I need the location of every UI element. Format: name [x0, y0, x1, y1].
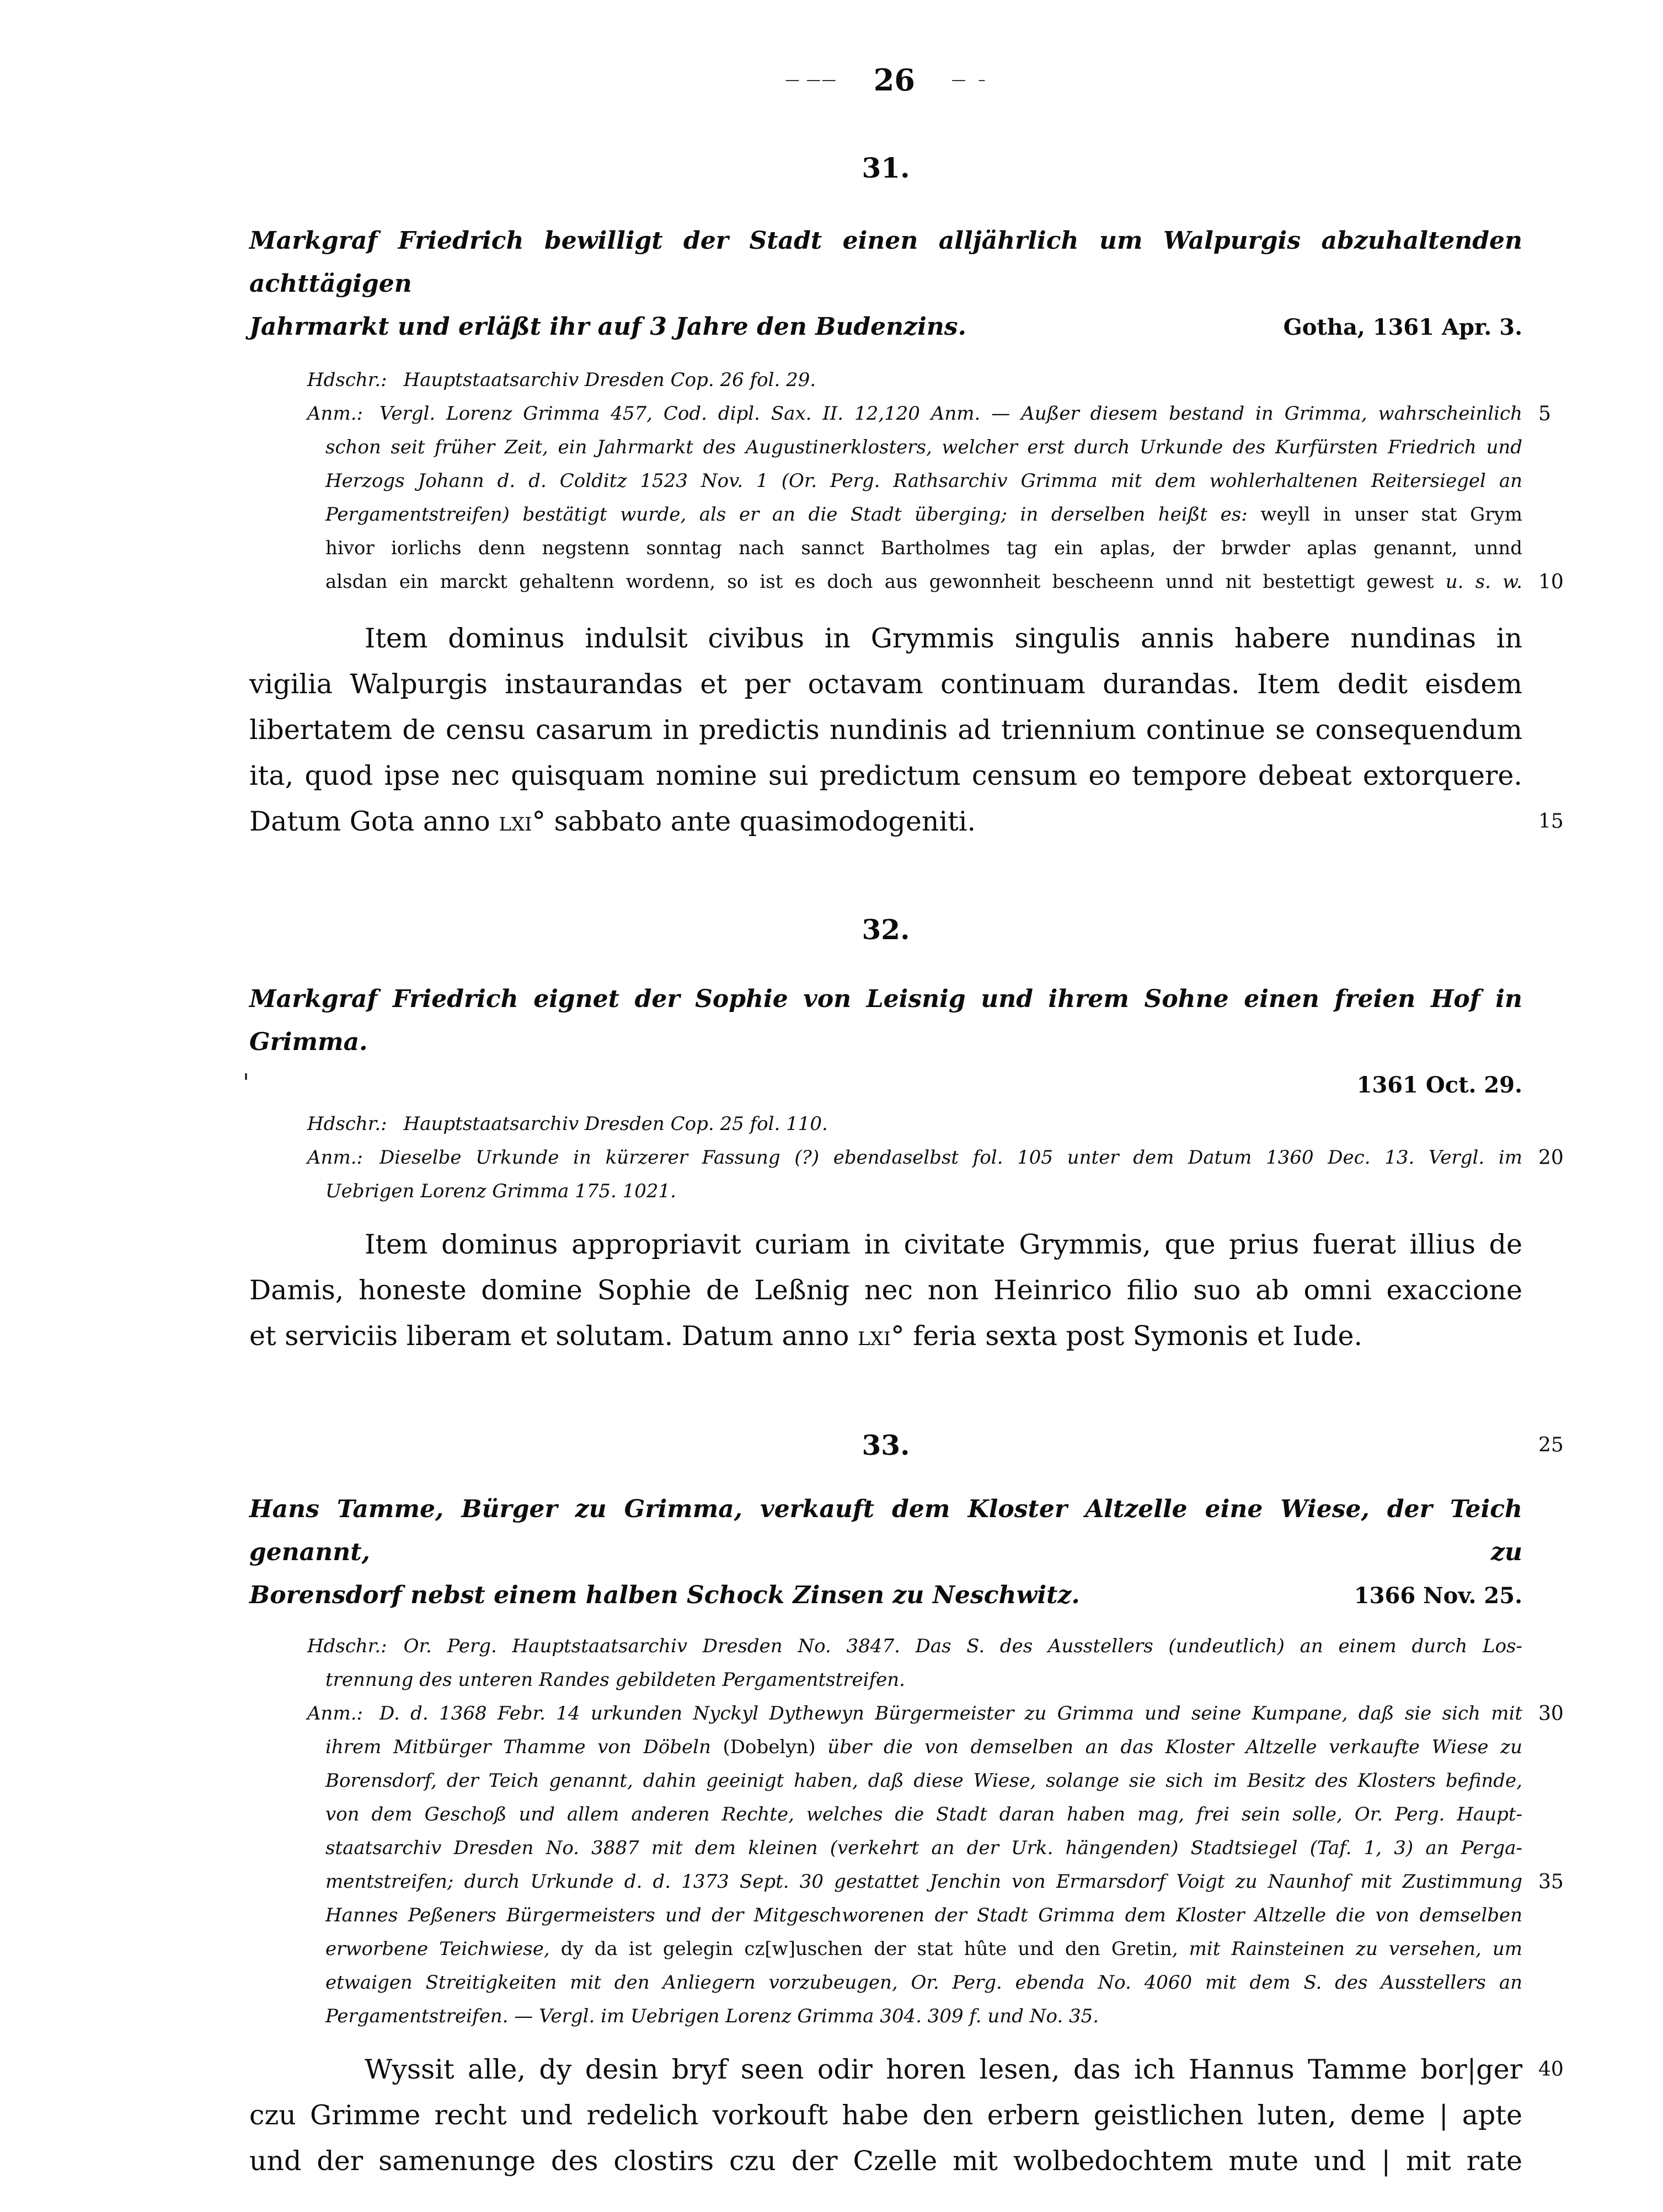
annotation-segment: Pergamentstreifen. — Vergl. im Uebrigen Lorenz Grimma 304. 309 f. und No. 35.	[325, 2005, 1099, 2027]
hdschr-label: Hdschr.:	[307, 1635, 387, 1657]
body-line	[249, 2092, 1522, 2138]
annotation-line	[249, 498, 1522, 532]
line-number: 20	[1538, 1147, 1564, 1169]
annotation-segment: hivor iorlichs denn negstenn sonntag nach sannct Bartholmes tag ein aplas, der brwder aplas genannt, unnd	[325, 537, 1522, 559]
annotation-segment: u. s. w.	[1445, 571, 1522, 593]
body-line	[249, 2047, 1564, 2092]
hdschr-label: Hdschr.:	[307, 1113, 387, 1135]
source-text: Hauptstaatsarchiv Dresden Cop. 26 fol. 29.	[403, 369, 816, 391]
title-line	[249, 306, 1522, 349]
title-line: Markgraf Friedrich bewilligt der Stadt einen alljährlich um Walpurgis abzuhaltenden achttägigen	[249, 227, 1522, 298]
entry-title	[249, 219, 1522, 349]
document-date: Gotha, 1361 Apr. 3.	[1283, 314, 1522, 340]
annotation-line	[249, 431, 1522, 464]
annotation-line	[249, 1932, 1522, 1966]
annotation-segment: weyll in unser stat Grym	[1260, 504, 1522, 526]
margin-artifact: '	[243, 1069, 250, 1097]
page-header	[249, 0, 1522, 98]
apparatus	[249, 1107, 1564, 1208]
annotation-line	[249, 1798, 1522, 1831]
title-line: Markgraf Friedrich eignet der Sophie von Leisnig und ihrem Sohne einen freien Hof in Grimma.	[249, 985, 1522, 1056]
annotation-segment: schon seit früher Zeit, ein Jahrmarkt des Augustinerklosters, welcher erst durch Urkunde des Kurfürsten Friedrich und	[325, 436, 1522, 458]
entry-number: 32.	[862, 913, 910, 946]
title-line	[249, 1064, 1522, 1106]
line-number: 15	[1538, 810, 1564, 833]
body-line	[249, 1222, 1522, 1267]
anm-label: Anm.:	[307, 1147, 363, 1169]
body-line	[249, 1267, 1522, 1313]
line-number: 5	[1538, 403, 1551, 425]
line-number: 40	[1538, 2058, 1564, 2081]
entry-32	[249, 913, 1564, 1359]
body-segment: Damis, honeste domine Sophie de Leßnig nec non Heinrico filio suo ab omni exaccione	[249, 1274, 1522, 1306]
body-segment: vigilia Walpurgis instaurandas et per octavam continuam durandas. Item dedit eisdem	[249, 668, 1522, 700]
body-segment: lxi	[499, 806, 532, 837]
title-text: Borensdorf nebst einem halben Schock Zinsen zu Neschwitz.	[249, 1581, 1080, 1609]
body-segment: Item dominus indulsit civibus in Grymmis singulis annis habere nundinas in	[365, 623, 1522, 654]
anm-label: Anm.:	[307, 1702, 363, 1724]
title-text: Jahrmarkt und erläßt ihr auf 3 Jahre den Budenzins.	[249, 313, 966, 341]
header-dash-right: — –	[951, 72, 987, 88]
annotation-segment: , mit Rainsteinen zu versehen, um	[1172, 1938, 1523, 1960]
entry-33	[249, 1428, 1564, 2184]
annotation-segment: Borensdorf, der Teich genannt, dahin geeinigt haben, daß diese Wiese, solange sie sich im Besitz des Klosters befinde,	[325, 1770, 1522, 1792]
document-date: 1366 Nov. 25.	[1354, 1583, 1522, 1609]
body-paragraph	[249, 1222, 1522, 1359]
annotation-segment: Herzogs Johann d. d. Colditz 1523 Nov. 1 (Or. Perg. Rathsarchiv Grimma mit dem wohlerhaltenen Reitersiegel an	[325, 470, 1522, 492]
entry-number: 31.	[862, 152, 910, 184]
source-line	[249, 1663, 1522, 1697]
body-paragraph	[249, 2047, 1564, 2184]
annotation-line	[249, 397, 1551, 431]
annotation-line	[249, 565, 1564, 599]
entry-title	[249, 1488, 1522, 1618]
annotation-line	[249, 1831, 1522, 1865]
annotation-line	[249, 1966, 1522, 2000]
annotation-segment: von dem Geschoß und allem anderen Rechte, welches die Stadt daran haben mag, frei sein solle, Or. Perg. Haupt-	[325, 1803, 1522, 1825]
title-line: Hans Tamme, Bürger zu Grimma, verkauft dem Kloster Altzelle eine Wiese, der Teich genannt, zu	[249, 1495, 1522, 1566]
entry-title	[249, 978, 1522, 1106]
body-line	[249, 2138, 1522, 2184]
body-segment: lxi	[857, 1320, 891, 1352]
document-date: 1361 Oct. 29.	[1356, 1072, 1522, 1098]
entry-number: 33.	[862, 1429, 910, 1461]
body-paragraph	[249, 615, 1564, 844]
entry-number-row	[249, 151, 1522, 185]
annotation-segment: D. d. 1368 Febr. 14 urkunden Nyckyl Dythewyn Bürgermeister zu Grimma und seine Kumpane, daß sie sich mit	[379, 1702, 1522, 1724]
hdschr-label: Hdschr.:	[307, 369, 387, 391]
body-line	[249, 753, 1522, 799]
body-segment: et serviciis liberam et solutam. Datum anno	[249, 1320, 858, 1352]
body-line	[249, 661, 1522, 707]
header-dash-left: — ——	[785, 72, 837, 88]
annotation-segment: erworbene Teichwiese,	[325, 1938, 561, 1960]
line-number: 25	[1538, 1434, 1564, 1456]
title-line	[249, 1574, 1522, 1618]
line-number: 10	[1538, 571, 1564, 593]
annotation-line	[249, 532, 1522, 565]
anm-label: Anm.:	[307, 403, 363, 425]
annotation-segment: alsdan ein marckt gehaltenn wordenn, so ist es doch aus gewonnheit bescheenn unnd nit bestettigt gewest	[325, 571, 1446, 593]
source-line	[249, 363, 1522, 397]
annotation-line	[249, 1865, 1564, 1899]
annotation-line	[249, 2000, 1522, 2033]
annotation-segment: staatsarchiv Dresden No. 3887 mit dem kleinen (verkehrt an der Urk. hängenden) Stadtsiegel (Taf. 1, 3) an Perga-	[325, 1837, 1522, 1859]
annotation-line	[249, 1697, 1564, 1731]
source-text: Hauptstaatsarchiv Dresden Cop. 25 fol. 110.	[403, 1113, 828, 1135]
body-segment: czu Grimme recht und redelich vorkouft habe den erbern geistlichen luten, deme | apte	[249, 2099, 1522, 2131]
source-line	[249, 1630, 1522, 1663]
annotation-line	[249, 464, 1522, 498]
annotation-line	[249, 1141, 1564, 1175]
annotation-segment: ihrem Mitbürger Thamme von Döbeln	[325, 1736, 723, 1758]
line-number: 30	[1538, 1702, 1564, 1725]
body-segment: ° feria sexta post Symonis et Iude.	[891, 1320, 1363, 1352]
annotation-line	[249, 1764, 1522, 1798]
annotation-segment: (Dobelyn)	[723, 1736, 816, 1758]
annotation-segment: dy da ist gelegin cz[w]uschen der stat hûte und den Gretin	[560, 1938, 1172, 1960]
annotation-segment: Hannes Peßeners Bürgermeisters und der Mitgeschworenen der Stadt Grimma dem Kloster Altzelle die von demselben	[325, 1904, 1522, 1926]
body-segment: Datum Gota anno	[249, 806, 499, 837]
body-segment: ° sabbato ante quasimodogeniti.	[532, 806, 976, 837]
entry-31	[249, 151, 1564, 844]
body-segment: Item dominus appropriavit curiam in civitate Grymmis, que prius fuerat illius de	[365, 1229, 1522, 1260]
apparatus	[249, 363, 1564, 599]
line-number: 35	[1538, 1871, 1564, 1893]
body-segment: und der samenunge des clostirs czu der Czelle mit wolbedochtem mute und | mit rate	[249, 2145, 1522, 2177]
annotation-line	[249, 1175, 1522, 1208]
page-number: 26	[873, 62, 915, 98]
annotation-line	[249, 1899, 1522, 1932]
annotation-segment: über die von demselben an das Kloster Altzelle verkaufte Wiese zu	[815, 1736, 1522, 1758]
body-segment: Wyssit alle, dy desin bryf seen odir horen lesen, das ich Hannus Tamme bor|ger	[365, 2054, 1522, 2085]
body-line	[249, 707, 1522, 753]
body-line	[249, 1313, 1522, 1359]
body-segment: libertatem de censu casarum in predictis nundinis ad triennium continue se consequendum	[249, 714, 1522, 746]
annotation-segment: Vergl. Lorenz Grimma 457, Cod. dipl. Sax. II. 12,120 Anm. — Außer diesem bestand in Grimma, wahrscheinlich	[379, 403, 1522, 425]
body-segment: ita, quod ipse nec quisquam nomine sui predictum censum eo tempore debeat extorquere.	[249, 760, 1522, 791]
annotation-segment: Pergamentstreifen) bestätigt wurde, als er an die Stadt überging; in derselben heißt es:	[325, 504, 1261, 526]
entry-number-row	[249, 1428, 1564, 1463]
source-text: Or. Perg. Hauptstaatsarchiv Dresden No. 3847. Das S. des Ausstellers (undeutlich) an einem durch Los-	[403, 1635, 1522, 1657]
annotation-segment: mentstreifen; durch Urkunde d. d. 1373 Sept. 30 gestattet Jenchin von Ermarsdorf Voigt zu Naunhof mit Zustimmung	[325, 1871, 1522, 1893]
source-line	[249, 1107, 1522, 1141]
body-line	[249, 799, 1564, 844]
annotation-line	[249, 1731, 1522, 1764]
body-line	[249, 615, 1522, 661]
source-text: trennung des unteren Randes gebildeten Pergamentstreifen.	[325, 1669, 905, 1691]
annotation-segment: Dieselbe Urkunde in kürzerer Fassung (?) ebendaselbst fol. 105 unter dem Datum 1360 Dec. 13. Vergl. im	[379, 1147, 1522, 1169]
annotation-segment: etwaigen Streitigkeiten mit den Anliegern vorzubeugen, Or. Perg. ebenda No. 4060 mit dem S. des Ausstellers an	[325, 1972, 1522, 1994]
entry-number-row	[249, 913, 1522, 947]
apparatus	[249, 1630, 1564, 2033]
annotation-segment: Uebrigen Lorenz Grimma 175. 1021.	[325, 1180, 676, 1202]
